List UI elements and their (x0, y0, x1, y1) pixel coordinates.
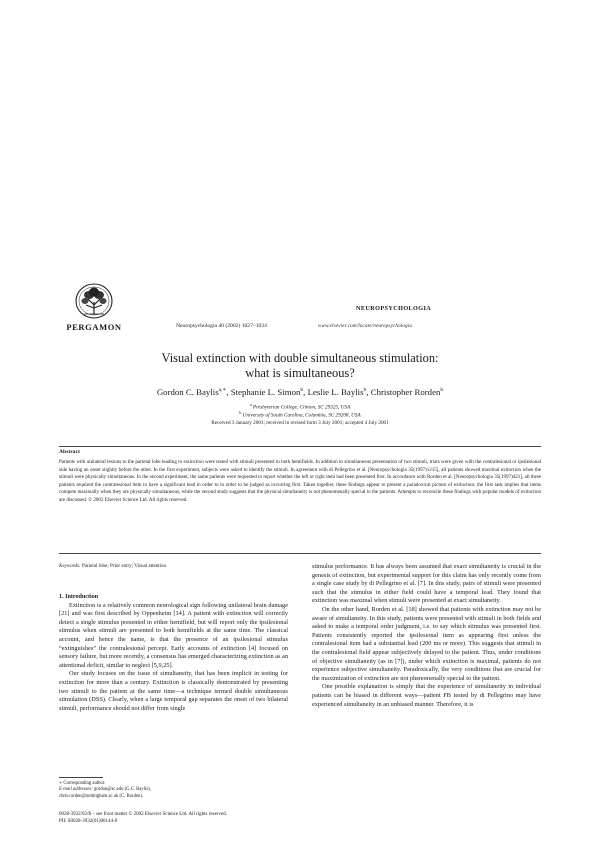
author-affiliation-mark: b (440, 387, 444, 394)
author-name: Stephanie L. Simon (230, 387, 301, 397)
body-column-right (312, 563, 541, 709)
body-paragraph: On the other hand, Rorden et al. [18] showed that patients with extinction may not be aware of simultaneity. In this study, patients were presented with stimuli in both fields and asked to make a temporal order judgment, i.e. to say which stimulus was presented first. Patients consistently reported the ipsilesional item as appearing first unless the contralesional item had a substantial lead (200 ms or more). This suggests that stimuli in the contralesional field appear subjectively delayed to the patient. Thus, under conditions of objective simultaneity (as in [7]), under which extinction is maximal, patients do not experience subjective simultaneity. Paradoxically, the very conditions that are crucial for the maximization of extinction are not phenomenally special to the patient. (312, 605, 541, 682)
publisher-logo (62, 283, 126, 332)
copyright-line: 0028-3932/02/$ – see front matter © 2002 Elsevier Science Ltd. All rights reserved. (59, 812, 227, 817)
author-list (70, 387, 530, 397)
footnote-divider (59, 777, 103, 778)
journal-brand: NEUROPSYCHOLOGIA (356, 305, 432, 312)
affiliation-mark: b (239, 410, 242, 415)
email-label: E-mail addresses: (59, 787, 93, 793)
affiliation-mark: a (249, 402, 252, 407)
affiliation-text: University of South Carolina, Columbia, SC 29208, USA (242, 412, 361, 419)
divider (59, 446, 541, 447)
received-dates: Received 3 January 2001; received in revised form 3 July 2001; accepted 4 July 2001 (211, 420, 389, 426)
bottom-info (59, 811, 227, 825)
author-separator: , (366, 387, 371, 397)
keywords-label: Keywords: (59, 563, 81, 569)
email-address[interactable]: chris.rorden@nottingham.ac.uk (C. Rorden). (59, 793, 144, 799)
body-column-left (59, 593, 288, 713)
author-affiliation-mark: a,∗ (218, 387, 227, 394)
author-affiliation-mark: b (363, 387, 367, 394)
corresponding-author-note: ∗ Corresponding author. (59, 781, 106, 786)
author-name: Gordon C. Baylis (156, 387, 219, 397)
author-separator: , (226, 387, 231, 397)
body-paragraph: Extinction is a relatively common neurological sign following unilateral brain damage [21] and was first described by Oppenheim [14]. A patient with extinction will correctly detect a single stimulus presented in either hemifield, but will report only the ipsilesional stimulus when stimuli are presented to both hemifields at the same time. The classical account, and hence the name, is that the presence of an ipsilesional stimulus “extinguishes” the contralesional percept. Early accounts of extinction [4] focused on sensory failure, but more recently, a consensus has emerged characterizing extinction as an attentional deficit, similar to neglect [5,9,25]. (59, 601, 288, 669)
publisher-name: PERGAMON (66, 322, 122, 332)
author-name: Leslie L. Baylis (307, 387, 364, 397)
journal-website-link[interactable]: www.elsevier.com/locate/neuropsychologia (318, 324, 413, 329)
affiliation (80, 410, 520, 419)
keywords-list: Parietal lobe; Prior entry; Visual attention (81, 563, 167, 569)
body-paragraph: One possible explanation is simply that the experience of simultaneity in individual patients can be biased in different ways—patient FB tested by di Pellegrino may have experienced simultaneity in an unbiased manner. Therefore, it is (312, 683, 541, 708)
section-heading: 1. Introduction (59, 594, 99, 600)
footnotes (59, 781, 288, 800)
email-address[interactable]: gordon@sc.edu (G.C. Baylis), (93, 787, 151, 793)
affiliation-text: Presbyterian College, Clinton, SC 29325, USA (252, 404, 351, 411)
author-name: Christopher Rorden (370, 387, 441, 397)
divider (59, 553, 541, 554)
body-paragraph: Our study focuses on the issue of simultaneity, that has been implicit in testing for extinction for more than a century. Extinction is classically demonstrated by presenting two stimuli to the patient at the same time—a technique termed double simultaneous stimulation (DSS). Clearly, when a large temporal gap separates the onset of two bilateral stimuli, performance should not differ from single (59, 670, 288, 712)
author-affiliation-mark: b (300, 387, 304, 394)
abstract-heading: Abstract (59, 449, 80, 455)
article-title (80, 351, 520, 381)
keywords (59, 563, 166, 569)
author-separator: , (303, 387, 308, 397)
pii-line: PII: S0028-3932(01)00144-0 (59, 819, 118, 824)
body-paragraph: stimulus performance. It has always been assumed that exact simultaneity is crucial in the genesis of extinction, but experimental support for this claim has only recently come from a single case study by di Pellegrino et al. [7]. In this study, pairs of stimuli were presented such that the stimulus in either field could have a temporal lead. They found that extinction was maximal when stimuli were presented at exact simultaneity. (312, 563, 541, 605)
journal-reference: Neuropsychologia 40 (2002) 1027–1034 (176, 323, 267, 329)
title-line-1: Visual extinction with double simultaneous stimulation: (161, 351, 439, 365)
abstract-text: Patients with unilateral lesions to the parietal lobe leading to extinction were tested with stimuli presented in both hemifields. In addition to simultaneous presentation of two stimuli, trials were given with the contralesional or ipsilesional side having an onset slightly before the other. In the first experiment, subjects were asked to identify the stimuli. In agreement with di Pellegrino et al. [Neuropsychologia 35(1997)1215], all patients showed maximal extinction when the stimuli were physically simultaneous. In the second experiment, the same patients were requested to report whether the left or right item had been presented first. In accordance with Rorden et al. [Neuropsychologia 35(1997)421], all three patients required the contralesional item to have a significant lead in order to in order to be judged as occurring first. Taken together, these findings appear to present a paradoxical picture of extinction: the first task implies that items compete maximally when they are physically simultaneous, while the second study suggests that the physical simultaneity is not phenomenally special to the patients. Attempts to reconcile these findings with popular models of extinction are discussed. © 2002 Elsevier Science Ltd. All rights reserved. (59, 459, 541, 503)
tree-emblem-icon (74, 283, 114, 321)
title-line-2: what is simultaneous? (245, 366, 355, 380)
